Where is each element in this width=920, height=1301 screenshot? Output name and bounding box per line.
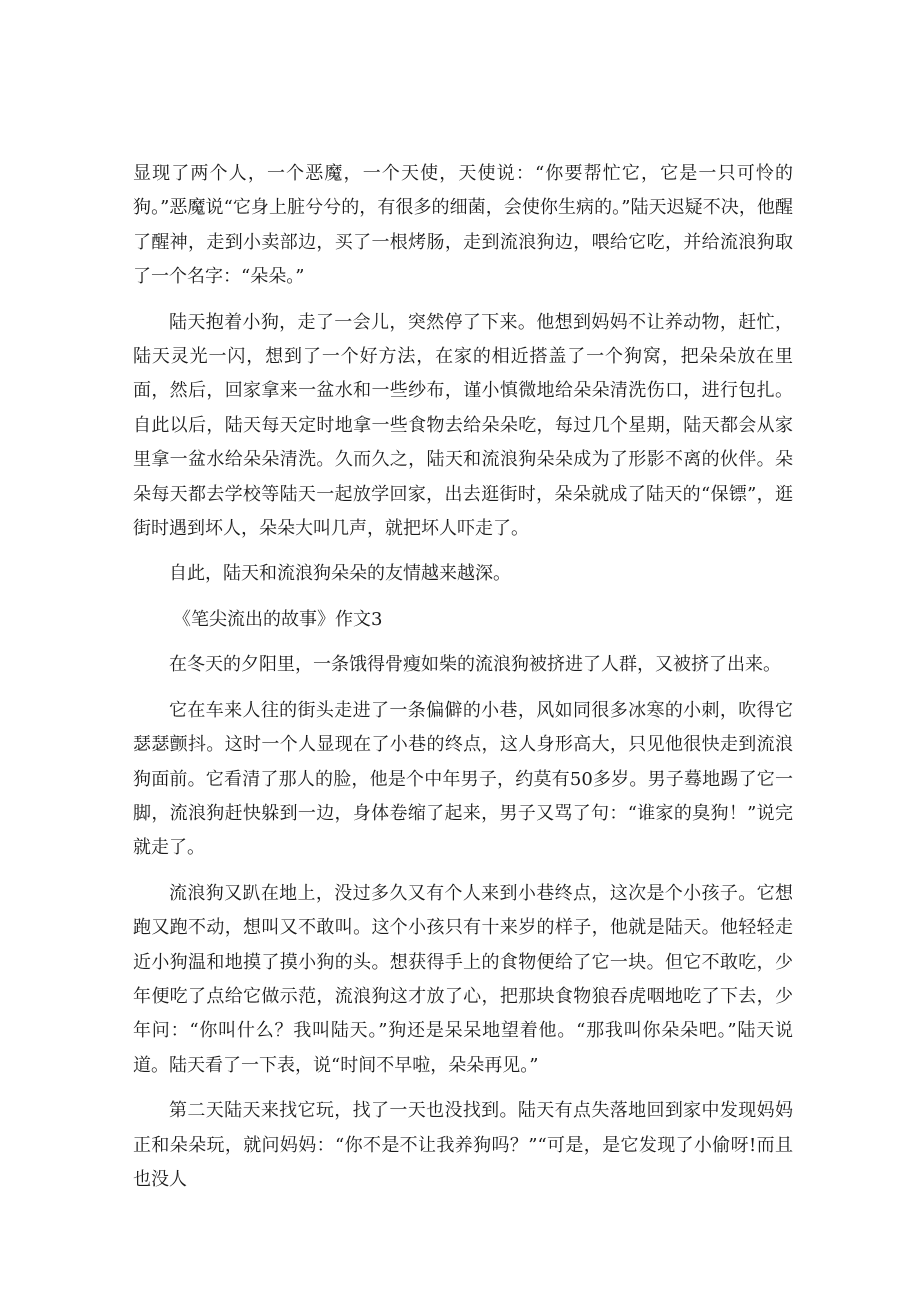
essay-heading: 《笔尖流出的故事》作文3 bbox=[173, 608, 383, 630]
paragraph: 流浪狗又趴在地上，没过多久又有个人来到小巷终点，这次是个小孩子。它想跑又跑不动，想叫又不敢叫。这个小孩只有十来岁的样子，他就是陆天。他轻轻走近小狗温和地摸了摸小狗的头。想获得手上的食物便给了它一块。但它不敢吃，少年便吃了点给它做示范，流浪狗这才放了心，把那块食物狼吞虎咽地吃了下去，少年问：“你叫什么？我叫陆天。”狗还是呆呆地望着他。“那我叫你朵朵吧。”陆天说道。陆天看了一下表，说“时间不早啦，朵朵再见。” bbox=[133, 882, 793, 1076]
paragraph: 自此，陆天和流浪狗朵朵的友情越来越深。 bbox=[169, 563, 511, 585]
paragraph: 它在车来人往的街头走进了一条偏僻的小巷，风如同很多冰寒的小刺，吹得它瑟瑟颤抖。这时一个人显现在了小巷的终点，这人身形高大，只见他很快走到流浪狗面前。它看清了那人的脸，他是个中年男子，约莫有50多岁。男子蓦地踢了它一脚，流浪狗赶快躲到一边，身体卷缩了起来，男子又骂了句：“谁家的臭狗！”说完就走了。 bbox=[133, 699, 793, 859]
paragraph: 第二天陆天来找它玩，找了一天也没找到。陆天有点失落地回到家中发现妈妈正和朵朵玩，就问妈妈：“你不是不让我养狗吗？”“可是，是它发现了小偷呀!而且也没人 bbox=[133, 1100, 793, 1190]
paragraph: 陆天抱着小狗，走了一会儿，突然停了下来。他想到妈妈不让养动物，赶忙，陆天灵光一闪，想到了一个好方法，在家的相近搭盖了一个狗窝，把朵朵放在里面，然后，回家拿来一盆水和一些纱布，谨小慎微地给朵朵清洗伤口，进行包扎。自此以后，陆天每天定时地拿一些食物去给朵朵吃，每过几个星期，陆天都会从家里拿一盆水给朵朵清洗。久而久之，陆天和流浪狗朵朵成为了形影不离的伙伴。朵朵每天都去学校等陆天一起放学回家，出去逛街时，朵朵就成了陆天的“保镖”，逛街时遇到坏人，朵朵大叫几声，就把坏人吓走了。 bbox=[133, 311, 793, 540]
paragraph: 在冬天的夕阳里，一条饿得骨瘦如柴的流浪狗被挤进了人群，又被挤了出来。 bbox=[169, 654, 781, 676]
article-body bbox=[133, 157, 793, 1208]
paragraph-continued: 显现了两个人，一个恶魔，一个天使，天使说：“你要帮忙它，它是一只可怜的狗。”恶魔说“它身上脏兮兮的，有很多的细菌，会使你生病的。”陆天迟疑不决，他醒了醒神，走到小卖部边，买了一根烤肠，走到流浪狗边，喂给它吃，并给流浪狗取了一个名字：“朵朵。” bbox=[133, 163, 793, 288]
